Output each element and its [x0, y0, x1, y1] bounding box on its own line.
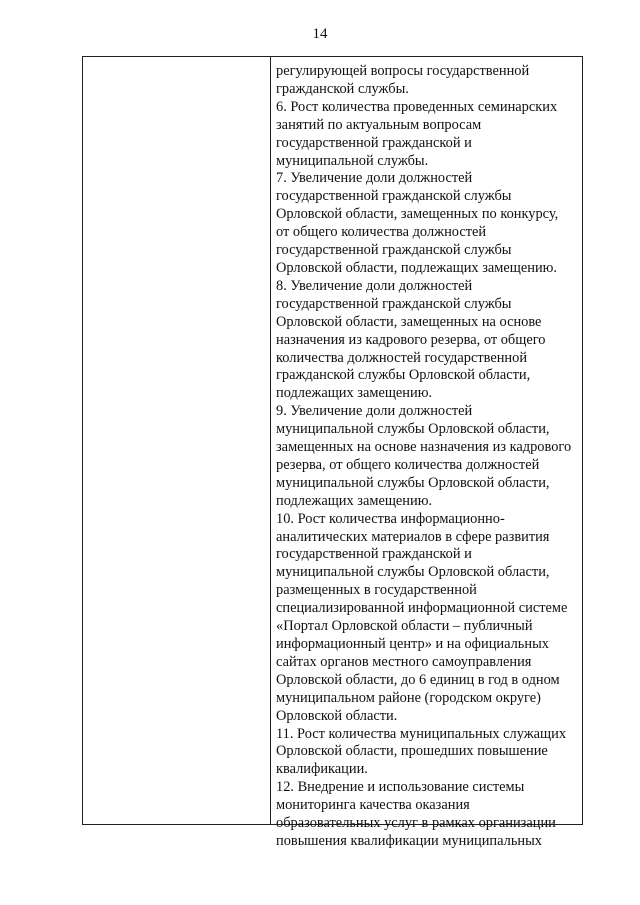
table-cell-right-indicators	[276, 63, 581, 851]
text-line: гражданской службы Орловской области,	[276, 367, 531, 384]
table-column-divider	[270, 57, 271, 824]
text-line: «Портал Орловской области – публичный	[276, 618, 533, 635]
text-line: повышения квалификации муниципальных	[276, 832, 542, 849]
text-line: от общего количества должностей	[276, 224, 487, 241]
text-line: Орловской области, прошедших повышение	[276, 743, 548, 760]
text-line: 7. Увеличение доли должностей	[276, 170, 473, 187]
text-line: гражданской службы.	[276, 80, 409, 97]
page-number: 14	[312, 26, 328, 42]
text-line: резерва, от общего количества должностей	[276, 456, 540, 473]
text-line: сайтах органов местного самоуправления	[276, 653, 532, 670]
text-line: 12. Внедрение и использование системы	[276, 779, 525, 796]
text-line: назначения из кадрового резерва, от общего	[276, 331, 546, 348]
text-line: государственной гражданской и	[276, 546, 472, 563]
text-line: 6. Рост количества проведенных семинарских	[276, 98, 558, 115]
text-line: муниципальном районе (городском округе)	[276, 689, 541, 706]
text-line: регулирующей вопросы государственной	[276, 63, 530, 79]
text-line: государственной гражданской и	[276, 134, 472, 151]
text-line: аналитических материалов в сфере развития	[276, 528, 550, 545]
text-line: Орловской области.	[276, 707, 398, 724]
text-line: замещенных на основе назначения из кадрового	[276, 439, 572, 456]
text-line: муниципальной службы Орловской области,	[276, 474, 550, 491]
text-line: Орловской области, замещенных по конкурсу,	[276, 206, 559, 223]
text-line: 8. Увеличение доли должностей	[276, 277, 473, 294]
text-line: количества должностей государственной	[276, 349, 528, 366]
text-line: 9. Увеличение доли должностей	[276, 403, 473, 420]
text-line: муниципальной службы Орловской области,	[276, 421, 550, 438]
text-line: 11. Рост количества муниципальных служащих	[276, 725, 567, 742]
text-line: 10. Рост количества информационно-	[276, 510, 505, 527]
text-line: подлежащих замещению.	[276, 385, 433, 402]
text-line: государственной гражданской службы	[276, 188, 512, 205]
text-line: государственной гражданской службы	[276, 242, 512, 259]
text-line: образовательных услуг в рамках организации	[276, 815, 556, 832]
text-line: подлежащих замещению.	[276, 492, 433, 509]
text-line: информационный центр» и на официальных	[276, 636, 549, 652]
text-line: Орловской области, замещенных на основе	[276, 313, 542, 330]
document-table	[82, 56, 583, 849]
text-line: государственной гражданской службы	[276, 295, 512, 312]
text-line: муниципальной службы.	[276, 152, 429, 169]
text-line: Орловской области, до 6 единиц в год в одном	[276, 671, 560, 688]
text-line: Орловской области, подлежащих замещению.	[276, 259, 557, 276]
text-line: специализированной информационной системе	[276, 600, 568, 617]
text-line: квалификации.	[276, 761, 368, 778]
text-line: занятий по актуальным вопросам	[276, 116, 482, 133]
text-line: мониторинга качества оказания	[276, 797, 470, 814]
text-line: размещенных в государственной	[276, 582, 477, 599]
text-line: муниципальной службы Орловской области,	[276, 564, 550, 581]
table-cell-left-empty	[83, 57, 270, 824]
